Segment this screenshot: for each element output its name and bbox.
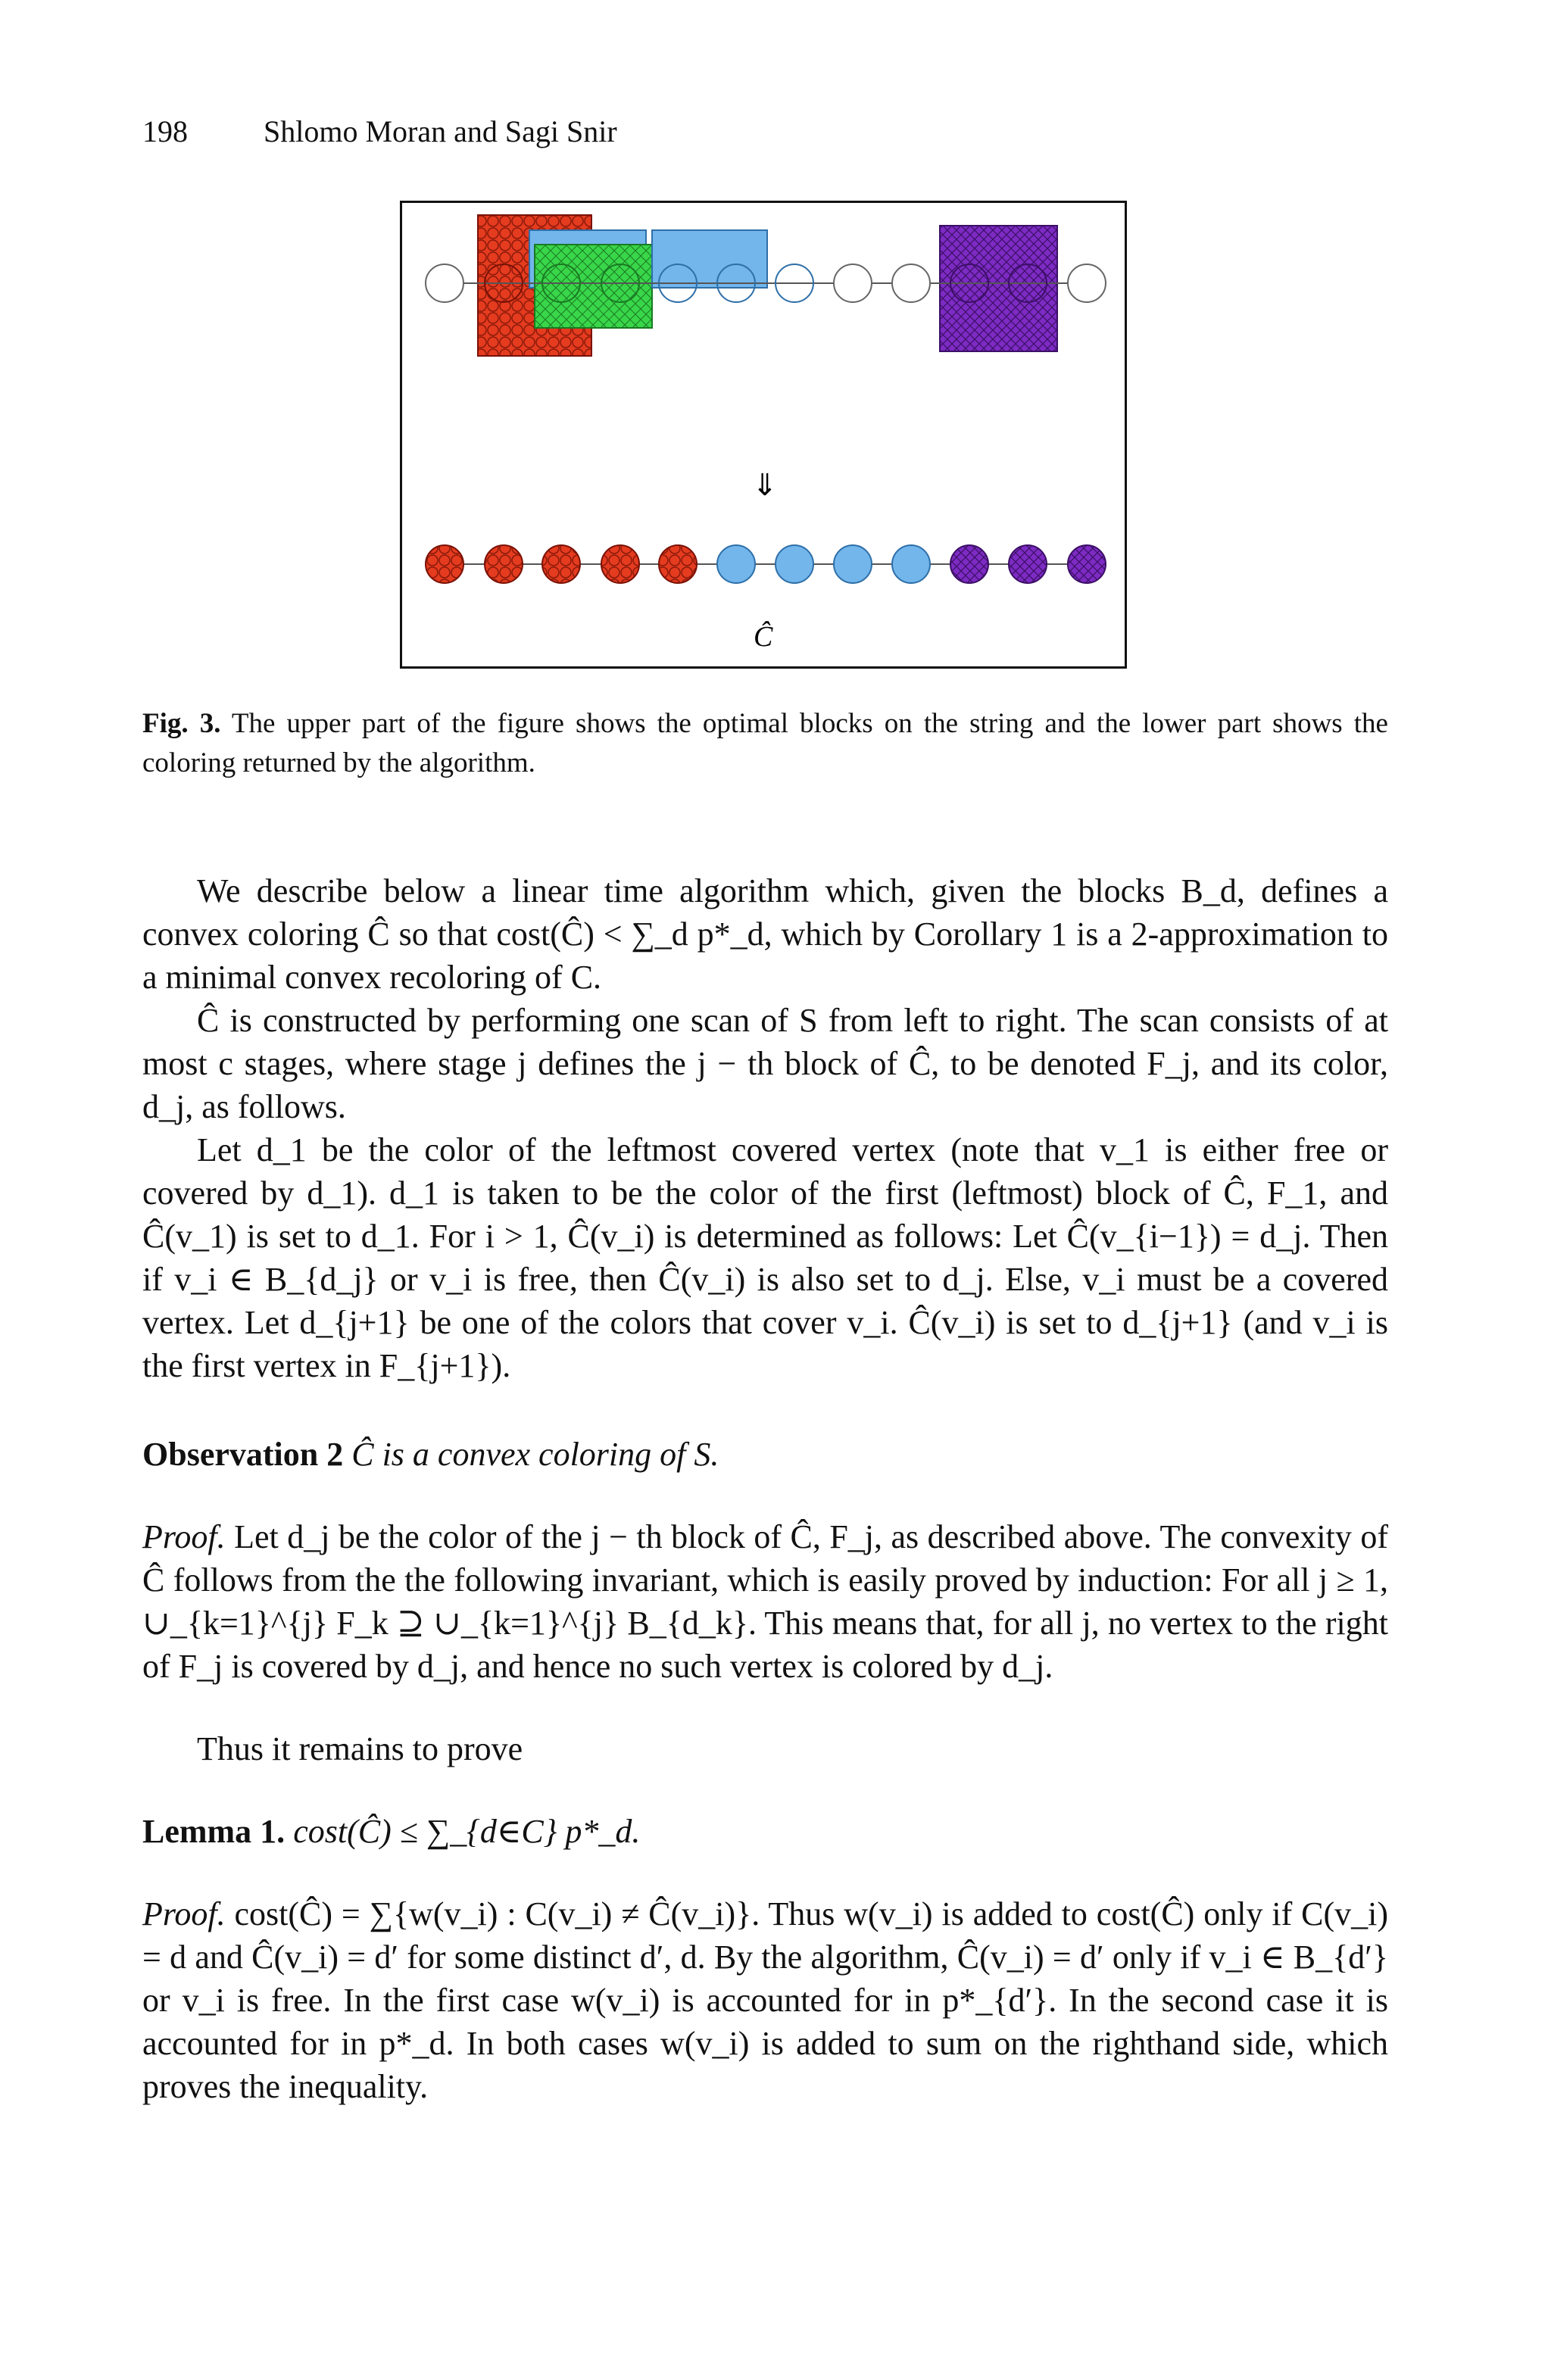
observation-text: Ĉ is a convex coloring of S. bbox=[351, 1436, 719, 1473]
observation-label: Observation 2 bbox=[142, 1436, 344, 1473]
lemma-text: cost(Ĉ) ≤ ∑_{d∈C} p*_d. bbox=[293, 1813, 641, 1850]
running-header bbox=[142, 114, 617, 149]
figure-caption bbox=[142, 704, 1388, 783]
caption-label: Fig. 3. bbox=[142, 708, 221, 739]
page-number: 198 bbox=[142, 114, 188, 148]
proof-2 bbox=[142, 1892, 1388, 2108]
proof-2-text: cost(Ĉ) = ∑{w(v_i) : C(v_i) ≠ Ĉ(v_i)}. Thus w(v_i) is added to cost(Ĉ) only if C(v_i) = d and Ĉ(v_i) = d′ for some distinct d′, d. By the algorithm, Ĉ(v_i) = d′ only if v_i ∈ B_{d′} or v_i is free. In the first case w(v_i) is accounted for in p*_{d′}. In the second case it is accounted for in p*_d. In both cases w(v_i) is added to sum on the righthand side, which proves the inequality. bbox=[142, 1895, 1389, 2105]
caption-text: The upper part of the figure shows the optimal blocks on the string and the lower part shows the coloring returned by the algorithm. bbox=[142, 708, 1388, 778]
observation-2 bbox=[142, 1433, 1388, 1476]
figure-3 bbox=[400, 201, 1127, 669]
proof-2-label: Proof. bbox=[142, 1895, 226, 1932]
blue-block-right bbox=[652, 230, 767, 288]
proof-1 bbox=[142, 1515, 1388, 1688]
lemma-label: Lemma 1. bbox=[142, 1813, 286, 1850]
proof-1-label: Proof. bbox=[142, 1518, 226, 1555]
authors: Shlomo Moran and Sagi Snir bbox=[264, 114, 617, 148]
down-arrow-icon: ⇓ bbox=[752, 468, 778, 503]
bottom-string bbox=[426, 545, 1106, 583]
proof-1-text: Let d_j be the color of the j − th block of Ĉ, F_j, as described above. The convexity of Ĉ follows from the the following invariant, which is easily proved by induction: For all j ≥ 1, ∪_{k=1}^{j} F_k ⊇ ∪_{k=1}^{j} B_{d_k}. This means that, for all j, no vertex to the right of F_j is covered by d_j, and hence no such vertex is colored by d_j. bbox=[142, 1518, 1389, 1685]
body-text bbox=[142, 869, 1388, 2108]
c-hat-label: Ĉ bbox=[754, 621, 773, 653]
paragraph-2: Ĉ is constructed by performing one scan of S from left to right. The scan consists of at most c stages, where stage j defines the j − th block of Ĉ, to be denoted F_j, and its color, d_j, as follows. bbox=[142, 1002, 1388, 1125]
figure-3-graphic bbox=[402, 203, 1125, 666]
paragraph-4: Thus it remains to prove bbox=[197, 1730, 523, 1767]
lemma-1 bbox=[142, 1810, 1388, 1853]
paragraph-3: Let d_1 be the color of the leftmost covered vertex (note that v_1 is either free or covered by d_1). d_1 is taken to be the color of the first (leftmost) block of Ĉ, F_1, and Ĉ(v_1) is set to d_1. For i > 1, Ĉ(v_i) is determined as follows: Let Ĉ(v_{i−1}) = d_j. Then if v_i ∈ B_{d_j} or v_i is free, then Ĉ(v_i) is also set to d_j. Else, v_i must be a covered vertex. Let d_{j+1} be one of the colors that cover v_i. Ĉ(v_i) is set to d_{j+1} (and v_i is the first vertex in F_{j+1}). bbox=[142, 1131, 1388, 1384]
purple-block bbox=[940, 226, 1057, 351]
green-block bbox=[535, 245, 652, 328]
paragraph-1: We describe below a linear time algorithm which, given the blocks B_d, defines a convex coloring Ĉ so that cost(Ĉ) < ∑_d p*_d, which by Corollary 1 is a 2-approximation to a minimal convex recoloring of C. bbox=[142, 872, 1388, 996]
